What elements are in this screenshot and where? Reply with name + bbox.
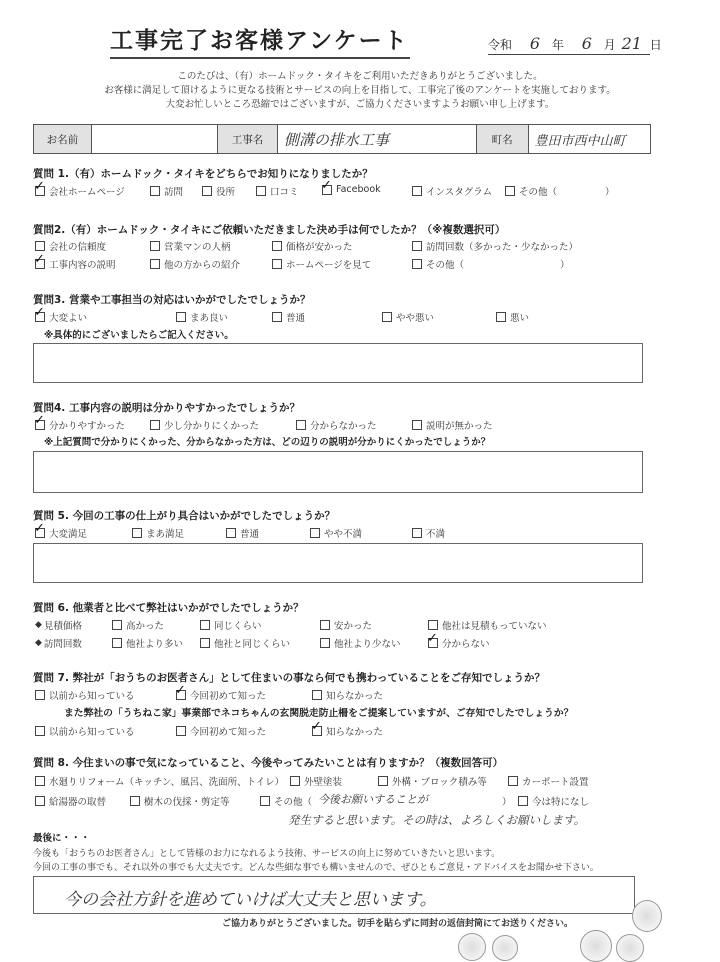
q2-option-other[interactable]: その他（ ） bbox=[412, 257, 570, 271]
q8-option-exterior-paint[interactable]: 外壁塗装 bbox=[290, 774, 342, 788]
final-line: 今後も「おうちのお医者さん」として皆様のお力になれるよう技術、サービスの向上に努めていきたいと思います。 bbox=[33, 849, 501, 859]
checkbox[interactable] bbox=[412, 186, 422, 196]
final-heading: 最後に・・・ bbox=[33, 833, 91, 844]
q6-estimate-none[interactable]: 他社は見積もっていない bbox=[428, 618, 547, 632]
q8-option-water-heater[interactable]: 給湯器の取替 bbox=[35, 794, 106, 808]
q6-row-estimate-label: ◆ 見積価格 bbox=[35, 620, 82, 632]
question-6: 質問 6. 他業者と比べて弊社はいかがでしたでしょうか？ bbox=[33, 602, 304, 614]
q1-option-visit[interactable]: 訪問 bbox=[150, 184, 183, 198]
q8-other-answer-continued[interactable]: 発生すると思います。その時は、よろしくお願いします。 bbox=[288, 813, 586, 827]
q6-estimate-same[interactable]: 同じくらい bbox=[200, 618, 262, 632]
checkbox[interactable] bbox=[412, 259, 422, 269]
q8-option-nothing[interactable]: 今は特になし bbox=[518, 794, 589, 808]
q5-option-verysatisfied[interactable]: ✓ 大変満足 bbox=[35, 526, 87, 540]
checkbox[interactable] bbox=[412, 241, 422, 251]
checkbox[interactable] bbox=[508, 776, 518, 786]
stamp-image bbox=[458, 933, 486, 961]
checkbox[interactable] bbox=[322, 185, 332, 195]
stamp-image bbox=[632, 900, 662, 932]
q6-visits-unknown[interactable]: ✓ 分からない bbox=[428, 636, 490, 650]
q8-other-answer[interactable]: 今後お願いすることが bbox=[318, 793, 428, 806]
checkbox[interactable] bbox=[35, 241, 45, 251]
q7b-option-firsttime[interactable]: 今回初めて知った bbox=[176, 724, 266, 738]
final-answer-text: 今の会社方針を進めていけば大丈夫と思います。 bbox=[64, 890, 437, 910]
q3-option-normal[interactable]: 普通 bbox=[272, 310, 305, 324]
name-field[interactable] bbox=[92, 125, 218, 153]
checkbox[interactable] bbox=[428, 620, 438, 630]
checkbox[interactable] bbox=[496, 312, 506, 322]
q7b-option-didnotknow[interactable]: ✓ 知らなかった bbox=[312, 724, 383, 738]
q8-close: ） bbox=[502, 797, 512, 808]
date-underline bbox=[488, 54, 650, 55]
q3-option-verygood[interactable]: ✓ 大変よい bbox=[35, 310, 87, 324]
q4-note: ※上記質問で分かりにくかった、分からなかった方は、どの辺りの説明が分かりにくかったでしょうか？ bbox=[44, 437, 491, 448]
q8-option-water-reform[interactable]: 水廻りリフォーム（キッチン、風呂、洗面所、トイレ） bbox=[35, 774, 284, 788]
stamp-image bbox=[492, 935, 518, 961]
q2-option-visits[interactable]: 訪問回数（多かった・少なかった） bbox=[412, 239, 578, 253]
checkbox[interactable] bbox=[35, 259, 45, 269]
checkbox[interactable] bbox=[132, 528, 142, 538]
checkbox[interactable] bbox=[150, 420, 160, 430]
question-4: 質問4. 工事内容の説明は分かりやすかったでしょうか？ bbox=[33, 402, 300, 414]
question-2: 質問2.（有）ホームドック・タイキにご依頼いただきました決め手は何でしたか？（※複数選択可） bbox=[33, 224, 506, 236]
date-month-unit: 月 bbox=[603, 38, 616, 52]
date bbox=[488, 34, 662, 53]
question-5: 質問 5. 今回の工事の仕上がり具合はいかがでしたでしょうか？ bbox=[33, 510, 336, 522]
checkbox[interactable] bbox=[130, 796, 140, 806]
q7-option-knew[interactable]: 以前から知っている bbox=[35, 688, 135, 702]
checkbox[interactable] bbox=[378, 776, 388, 786]
q6-visits-more[interactable]: 他社より多い bbox=[112, 636, 183, 650]
checkbox[interactable] bbox=[382, 312, 392, 322]
intro-line: このたびは、（有）ホームドック・タイキをご利用いただきありがとうございました。 bbox=[177, 71, 543, 82]
q5-answer-box[interactable] bbox=[33, 543, 643, 583]
question-8: 質問 8. 今住まいの事で気になっていること、今後やってみたいことは有りますか？（複数回答可） bbox=[33, 757, 504, 769]
q6-estimate-lower[interactable]: 安かった bbox=[320, 618, 372, 632]
checkbox[interactable] bbox=[35, 528, 45, 538]
question-3: 質問3. 営業や工事担当の対応はいかがでしたでしょうか？ bbox=[33, 294, 311, 306]
q2-option-referral[interactable]: 他の方からの紹介 bbox=[150, 257, 240, 271]
checkbox[interactable] bbox=[150, 186, 160, 196]
checkbox[interactable] bbox=[296, 420, 306, 430]
checkbox[interactable] bbox=[35, 726, 45, 736]
q2-option-explanation[interactable]: ✓ 工事内容の説明 bbox=[35, 257, 116, 271]
q6-visits-fewer[interactable]: 他社より少ない bbox=[320, 636, 401, 650]
q2-option-homepage[interactable]: ホームページを見て bbox=[272, 257, 371, 271]
checkbox[interactable] bbox=[202, 186, 212, 196]
q4-option-unclear[interactable]: 分からなかった bbox=[296, 418, 377, 432]
stamp-image bbox=[616, 934, 644, 962]
checkbox[interactable] bbox=[150, 241, 160, 251]
stamp-image bbox=[580, 930, 612, 962]
diamond-icon: ◆ bbox=[35, 620, 42, 630]
checkbox[interactable] bbox=[428, 638, 438, 648]
q5-option-satisfied[interactable]: まあ満足 bbox=[132, 526, 184, 540]
q4-option-noexplanation[interactable]: 説明が無かった bbox=[412, 418, 493, 432]
q3-answer-box[interactable] bbox=[33, 343, 643, 383]
work-name-field[interactable]: 側溝の排水工事 bbox=[278, 125, 477, 153]
checkbox[interactable] bbox=[35, 186, 45, 196]
date-era: 令和 bbox=[488, 38, 513, 52]
q2-option-price[interactable]: 価格が安かった bbox=[272, 239, 353, 253]
town-field[interactable]: 豊田市西中山町 bbox=[534, 133, 626, 149]
q1-option-office[interactable]: 役所 bbox=[202, 184, 235, 198]
q4-answer-box[interactable] bbox=[33, 451, 643, 493]
checkbox[interactable] bbox=[256, 186, 266, 196]
q1-option-instagram[interactable]: インスタグラム bbox=[412, 184, 492, 198]
checkbox[interactable] bbox=[260, 796, 270, 806]
q6-visits-same[interactable]: 他社と同じくらい bbox=[200, 636, 290, 650]
q3-option-bad[interactable]: 悪い bbox=[496, 310, 529, 324]
date-month[interactable]: 6 bbox=[581, 34, 592, 53]
q5-option-somewhatunsatisfied[interactable]: やや不満 bbox=[310, 526, 362, 540]
q5-option-unsatisfied[interactable]: 不満 bbox=[412, 526, 445, 540]
checkbox[interactable] bbox=[112, 620, 122, 630]
checkbox[interactable] bbox=[176, 690, 186, 700]
checkbox[interactable] bbox=[272, 312, 282, 322]
intro-text bbox=[0, 70, 720, 112]
q2-option-trust[interactable]: 会社の信頼度 bbox=[35, 239, 106, 253]
thanks-text: ご協力ありがとうございました。切手を貼らずに同封の返信封筒にてお送りください。 bbox=[222, 919, 574, 929]
checkbox[interactable] bbox=[176, 312, 186, 322]
q7-subquestion: また弊社の「うちねこ家」事業部でネコちゃんの玄関脱走防止柵をご提案していますが、ご存知でしたでしょうか？ bbox=[64, 708, 574, 719]
customer-info-row bbox=[33, 124, 651, 154]
checkbox[interactable] bbox=[35, 690, 45, 700]
date-day[interactable]: 21 bbox=[621, 34, 642, 53]
q3-option-good[interactable]: まあ良い bbox=[176, 310, 228, 324]
checkbox[interactable] bbox=[226, 528, 236, 538]
intro-line: 大変お忙しいところ恐縮ではございますが、ご協力くださいますようお願い申し上げます。 bbox=[165, 99, 555, 110]
q6-row-visits-label: ◆ 訪問回数 bbox=[35, 638, 82, 650]
q1-option-wordofmouth[interactable]: 口コミ bbox=[256, 184, 299, 198]
q7-option-didnotknow[interactable]: 知らなかった bbox=[312, 688, 383, 702]
checkbox[interactable] bbox=[176, 726, 186, 736]
checkbox[interactable] bbox=[200, 638, 210, 648]
checkbox[interactable] bbox=[312, 726, 322, 736]
final-answer-box[interactable] bbox=[33, 876, 635, 914]
intro-line: お客様に満足して頂けるように更なる技術とサービスの向上を目指して、工事完了後のアンケートを実施しております。 bbox=[104, 85, 616, 96]
checkbox[interactable] bbox=[290, 776, 300, 786]
checkbox[interactable] bbox=[412, 528, 422, 538]
checkbox[interactable] bbox=[112, 638, 122, 648]
checkbox[interactable] bbox=[320, 620, 330, 630]
checkbox[interactable] bbox=[35, 776, 45, 786]
q1-option-website[interactable]: ✓ 会社ホームページ bbox=[35, 184, 125, 198]
checkbox[interactable] bbox=[272, 259, 282, 269]
q8-option-tree[interactable]: 樹木の伐採・剪定等 bbox=[130, 794, 230, 808]
q4-option-slightlyunclear[interactable]: 少し分かりにくかった bbox=[150, 418, 259, 432]
q7-option-firsttime[interactable]: ✓ 今回初めて知った bbox=[176, 688, 266, 702]
final-line: 今回の工事の事でも、それ以外の事でも大丈夫です。どんな些細な事でも構いませんので、ぜひともご意見・アドバイスをお聞かせ下さい。 bbox=[33, 863, 599, 873]
date-year-unit: 年 bbox=[551, 38, 564, 52]
q8-option-carport[interactable]: カーポート設置 bbox=[508, 774, 589, 788]
q3-note: ※具体的にございましたらご記入ください。 bbox=[44, 330, 234, 341]
q8-option-exterior-block[interactable]: 外構・ブロック積み等 bbox=[378, 774, 487, 788]
q3-option-somewhatbad[interactable]: やや悪い bbox=[382, 310, 434, 324]
q7b-option-knew[interactable]: 以前から知っている bbox=[35, 724, 135, 738]
checkbox[interactable] bbox=[272, 241, 282, 251]
diamond-icon: ◆ bbox=[35, 638, 42, 648]
q4-option-clear[interactable]: ✓ 分かりやすかった bbox=[35, 418, 125, 432]
checkbox[interactable] bbox=[310, 528, 320, 538]
checkbox[interactable] bbox=[518, 796, 528, 806]
q5-option-normal[interactable]: 普通 bbox=[226, 526, 259, 540]
town-label: 町名 bbox=[477, 125, 529, 153]
checkbox[interactable] bbox=[312, 690, 322, 700]
date-year[interactable]: 6 bbox=[529, 34, 541, 53]
checkbox[interactable] bbox=[412, 420, 422, 430]
checkbox[interactable] bbox=[505, 186, 515, 196]
checkbox[interactable] bbox=[35, 312, 45, 322]
checkbox[interactable] bbox=[35, 420, 45, 430]
question-7: 質問 7. 弊社が「おうちのお医者さん」として住まいの事なら何でも携わっていることをご存知でしょうか？ bbox=[33, 672, 545, 684]
checkbox[interactable] bbox=[150, 259, 160, 269]
question-1: 質問 1.（有）ホームドック・タイキをどちらでお知りになりましたか？ bbox=[33, 168, 373, 180]
survey-title: 工事完了お客様アンケート bbox=[110, 22, 410, 59]
q2-option-salesperson[interactable]: 営業マンの人柄 bbox=[150, 239, 231, 253]
q1-option-other[interactable]: その他（ ） bbox=[505, 184, 615, 198]
checkbox[interactable] bbox=[200, 620, 210, 630]
q8-option-other[interactable]: その他（ bbox=[260, 794, 312, 808]
checkbox[interactable] bbox=[35, 796, 45, 806]
work-label: 工事名 bbox=[218, 125, 278, 153]
q1-option-facebook[interactable]: ✓ Facebook bbox=[322, 184, 381, 195]
checkbox[interactable] bbox=[320, 638, 330, 648]
name-label: お名前 bbox=[34, 125, 92, 153]
date-day-unit: 日 bbox=[649, 38, 662, 52]
q6-estimate-higher[interactable]: 高かった bbox=[112, 618, 164, 632]
